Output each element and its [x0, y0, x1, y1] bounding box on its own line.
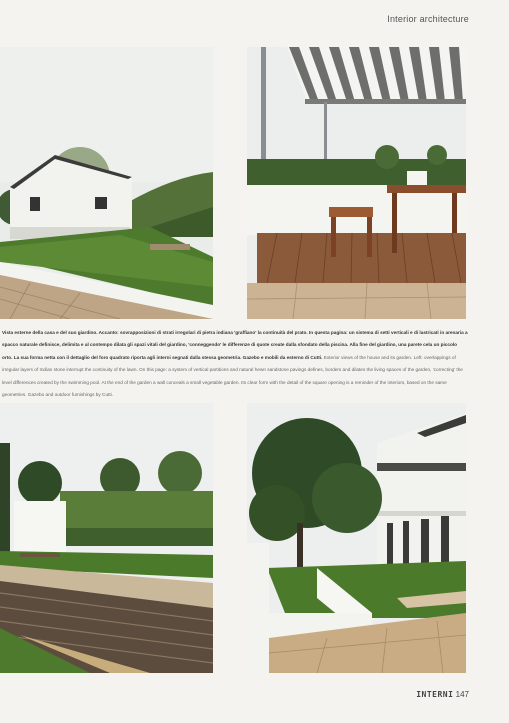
caption-italian: Vista esterne della casa e del suo giardino. Accanto: sovrapposizioni di strati irregolari di pietra indiana 'graffiano' la continuità del prato. In questa pagina: un sistema di setti verticali e di lastricati in arenaria a spacco naturale definisce, delimita e al contempo dilata gli spazi vitali del giardino, 'conneggendo' le differenze di quote create dalla sfondato della piscina. Alla fine del giardino, una parete cela un piccolo orto. La sua forma netta con il dettaglio del foro quadrato riporta agli interni segnati dalla stessa geometria. Gazebo e mobili da esterno di Cutti.	[2, 330, 468, 360]
page-number: 147	[455, 690, 469, 699]
photo-caption	[2, 327, 468, 401]
section-title: Interior architecture	[387, 14, 469, 24]
photo-garden-wall	[0, 403, 213, 673]
page-footer	[416, 690, 469, 699]
photo-pergola-deck	[247, 47, 466, 319]
caption-english: Exterior views of the house and its garden. Left: overlappings of irregular layers of Indian stone interrupt the continuity of the lawn. On this page: a system of vertical partitions and natural hewn sandstone pavings defines, borders and dilates the living spaces of the garden, 'correcting' the level differences created by the swimming pool. At the end of the garden a wall conceals a small vegetable garden. Its clear form with the detail of the square opening is a reminder of the interiors, based on the same geometries. Gazebo and outdoor furnishings by Cutti.	[2, 354, 463, 398]
photo-house-garden	[0, 47, 213, 319]
magazine-name: INTERNI	[416, 690, 454, 699]
photo-house-tree	[247, 403, 466, 673]
